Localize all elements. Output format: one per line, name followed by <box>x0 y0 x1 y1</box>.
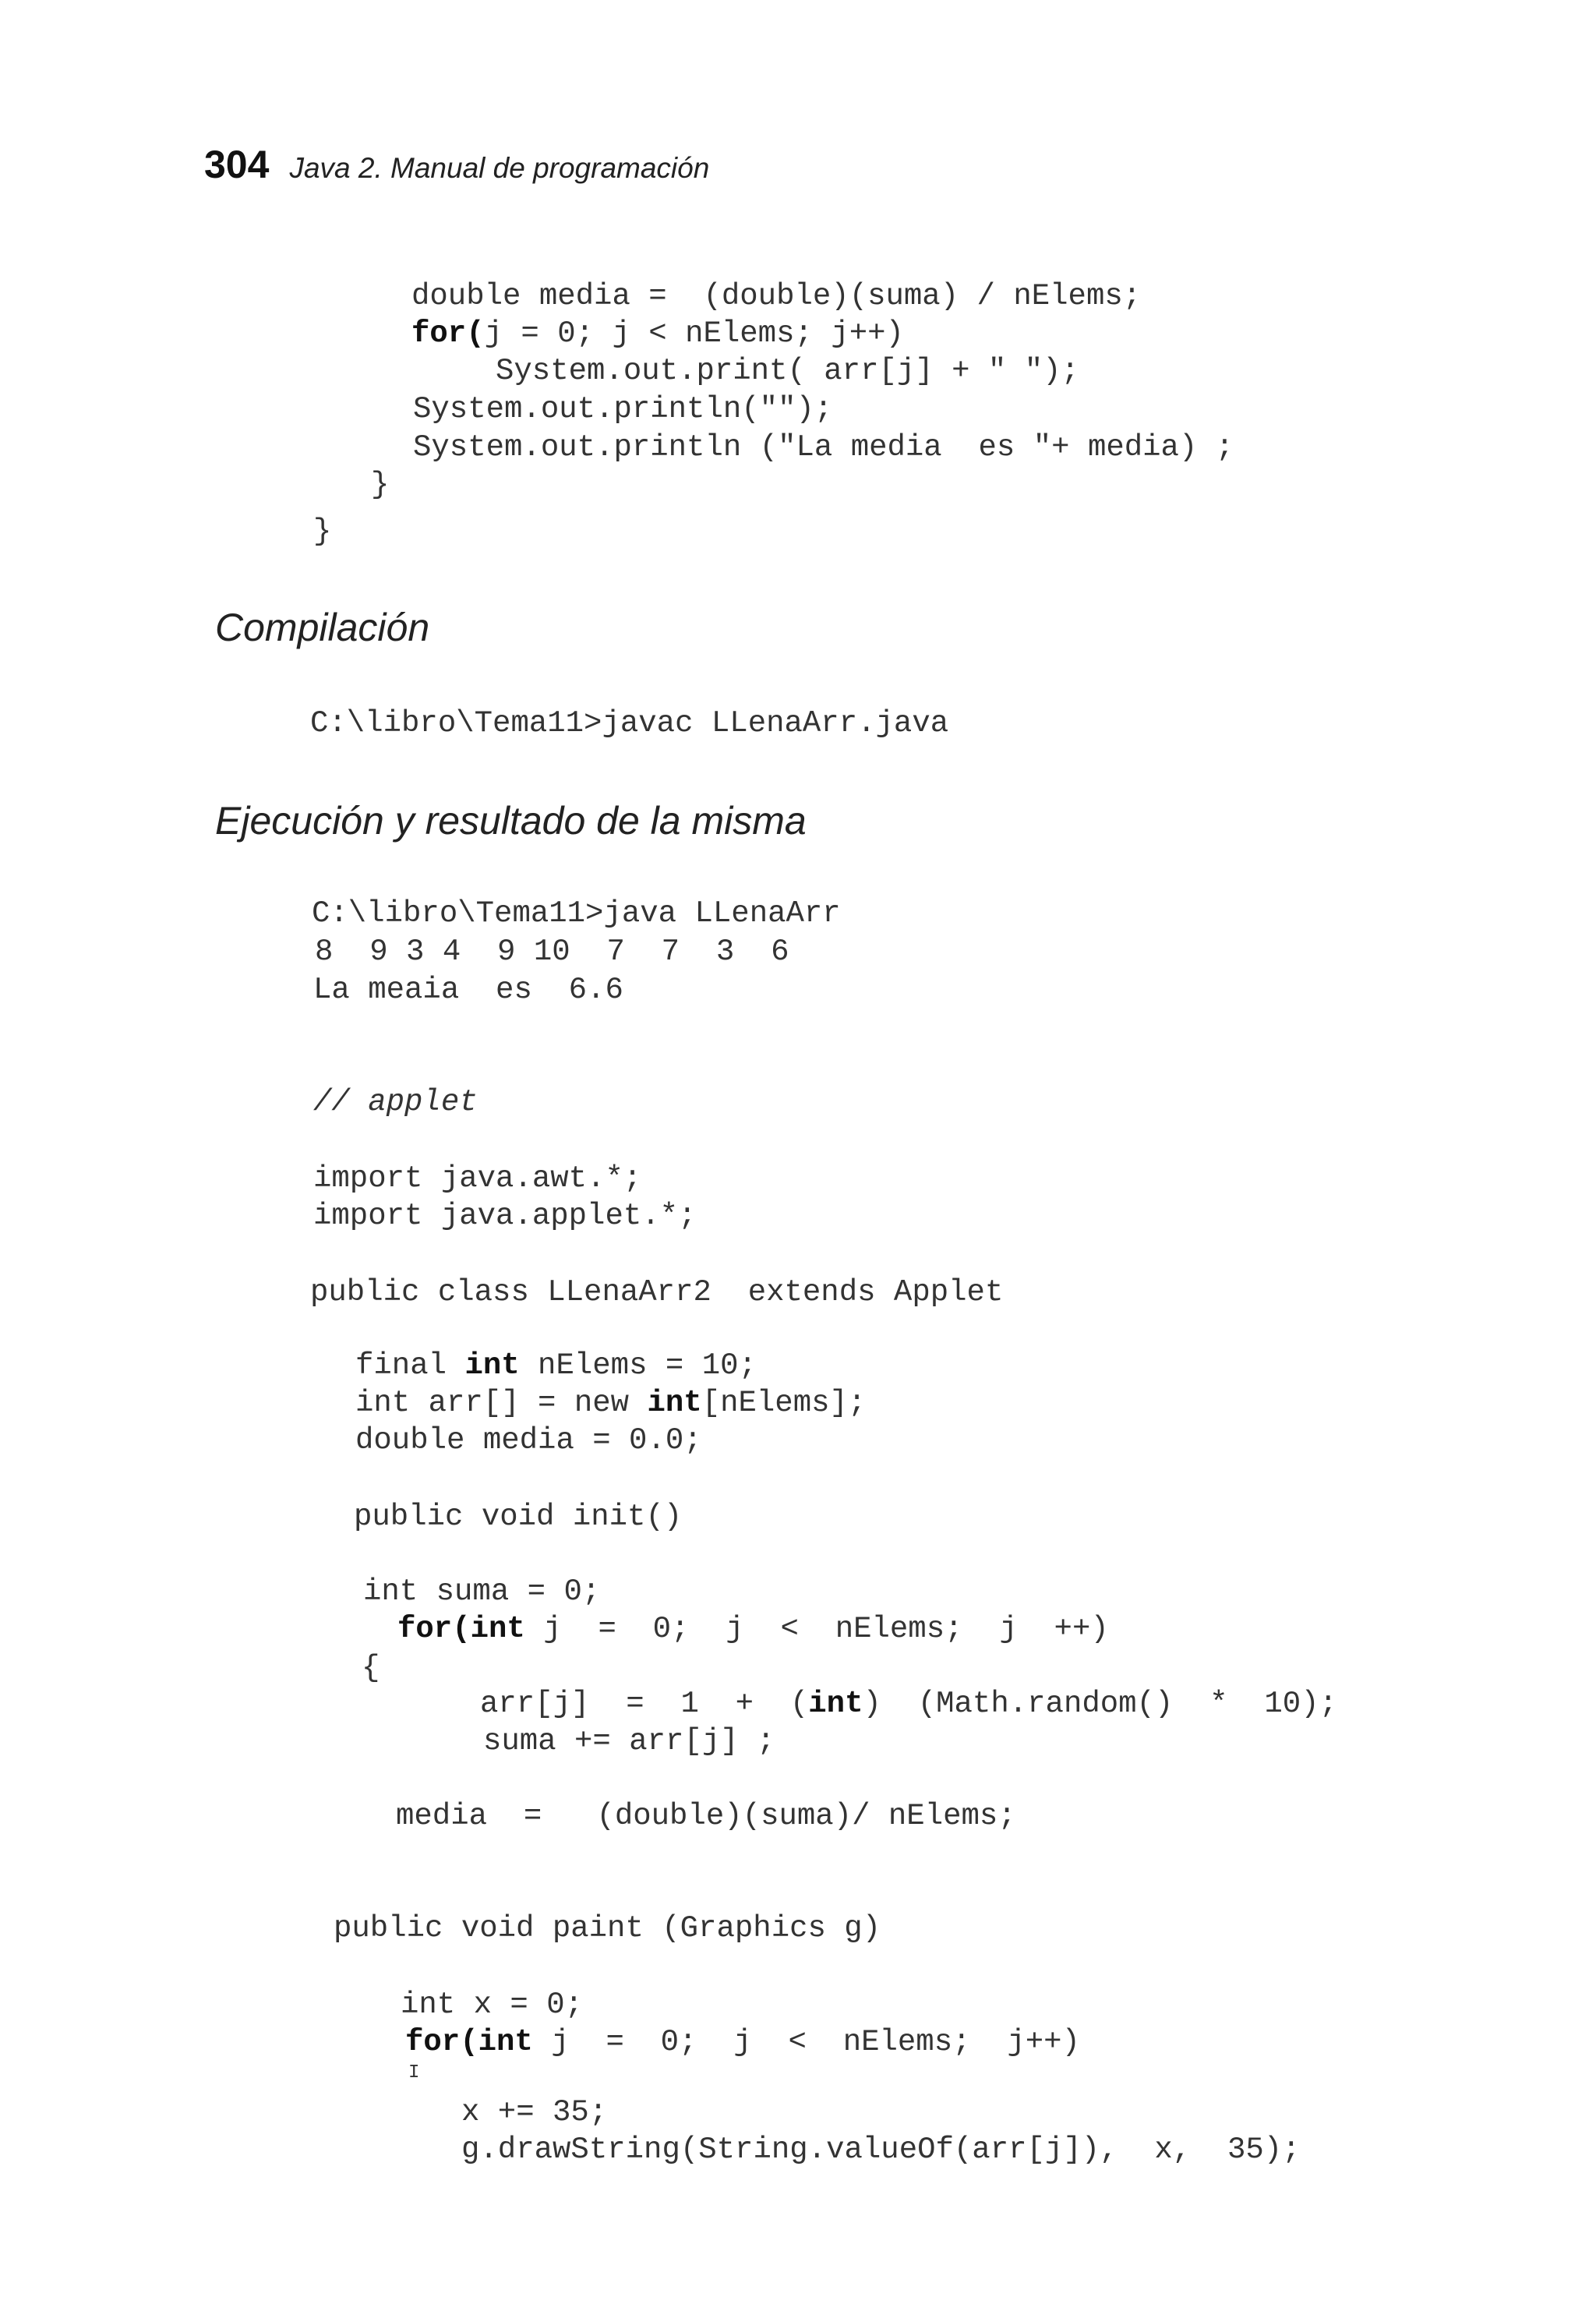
code-line: public class LLenaArr2 extends Applet <box>310 1275 1004 1309</box>
code-line: { <box>362 1651 380 1685</box>
code-line: x += 35; <box>461 2095 608 2129</box>
code-text: nElems = 10; <box>519 1348 757 1383</box>
keyword: for( <box>411 316 485 351</box>
code-line <box>405 2025 1080 2059</box>
code-line: suma += arr[j] ; <box>483 1724 775 1758</box>
code-text: ) (Math.random() * 10); <box>863 1687 1337 1721</box>
keyword: for(int <box>405 2025 533 2059</box>
code-line <box>411 316 904 351</box>
code-line: double media = 0.0; <box>355 1423 702 1458</box>
running-title: Java 2. Manual de programación <box>289 152 710 184</box>
code-line: public void init() <box>354 1500 683 1534</box>
code-line: g.drawString(String.valueOf(arr[j]), x, 35); <box>461 2133 1301 2167</box>
code-line <box>397 1612 1109 1646</box>
code-line <box>355 1348 757 1383</box>
code-text: [nElems]; <box>701 1386 867 1420</box>
compile-command: C:\libro\Tema11>javac LLenaArr.java <box>310 706 949 740</box>
code-line: } <box>371 468 390 502</box>
code-line: import java.applet.*; <box>313 1199 697 1233</box>
section-heading-ejecucion: Ejecución y resultado de la misma <box>215 799 807 843</box>
code-text: j = 0; j < nElems; j++) <box>532 2025 1080 2059</box>
section-heading-compilacion: Compilación <box>215 606 430 649</box>
page-header <box>204 142 709 187</box>
keyword: for(int <box>397 1612 525 1646</box>
keyword: int <box>647 1386 702 1420</box>
page-number: 304 <box>204 143 270 186</box>
code-line: public void paint (Graphics g) <box>334 1911 881 1945</box>
run-output-media: La meaia es 6.6 <box>313 973 623 1007</box>
code-text: final <box>355 1348 465 1383</box>
code-text: j = 0; j < nElems; j++) <box>484 316 904 351</box>
code-line: import java.awt.*; <box>313 1161 642 1196</box>
code-line <box>355 1386 866 1420</box>
code-line: media = (double)(suma)/ nElems; <box>396 1799 1016 1833</box>
run-output-values: 8 9 3 4 9 10 7 7 3 6 <box>315 935 789 969</box>
code-text: j = 0; j < nElems; j ++) <box>524 1612 1109 1646</box>
code-line: int suma = 0; <box>363 1574 601 1609</box>
code-text: arr[j] = 1 + ( <box>480 1687 809 1721</box>
keyword: int <box>808 1687 863 1721</box>
code-line: int x = 0; <box>401 1988 584 2022</box>
code-line: System.out.print( arr[j] + " "); <box>496 354 1079 388</box>
code-line: } <box>313 514 332 549</box>
code-line: System.out.println ("La media es "+ media) ; <box>413 430 1234 465</box>
code-comment: // applet <box>313 1085 478 1119</box>
code-line: double media = (double)(suma) / nElems; <box>411 279 1142 313</box>
code-line: System.out.println(""); <box>413 392 833 426</box>
code-line <box>480 1687 1337 1721</box>
run-command: C:\libro\Tema11>java LLenaArr <box>312 896 841 931</box>
code-text: int arr[] = new <box>355 1386 648 1420</box>
stray-mark: I <box>408 2062 420 2083</box>
keyword: int <box>464 1348 520 1383</box>
